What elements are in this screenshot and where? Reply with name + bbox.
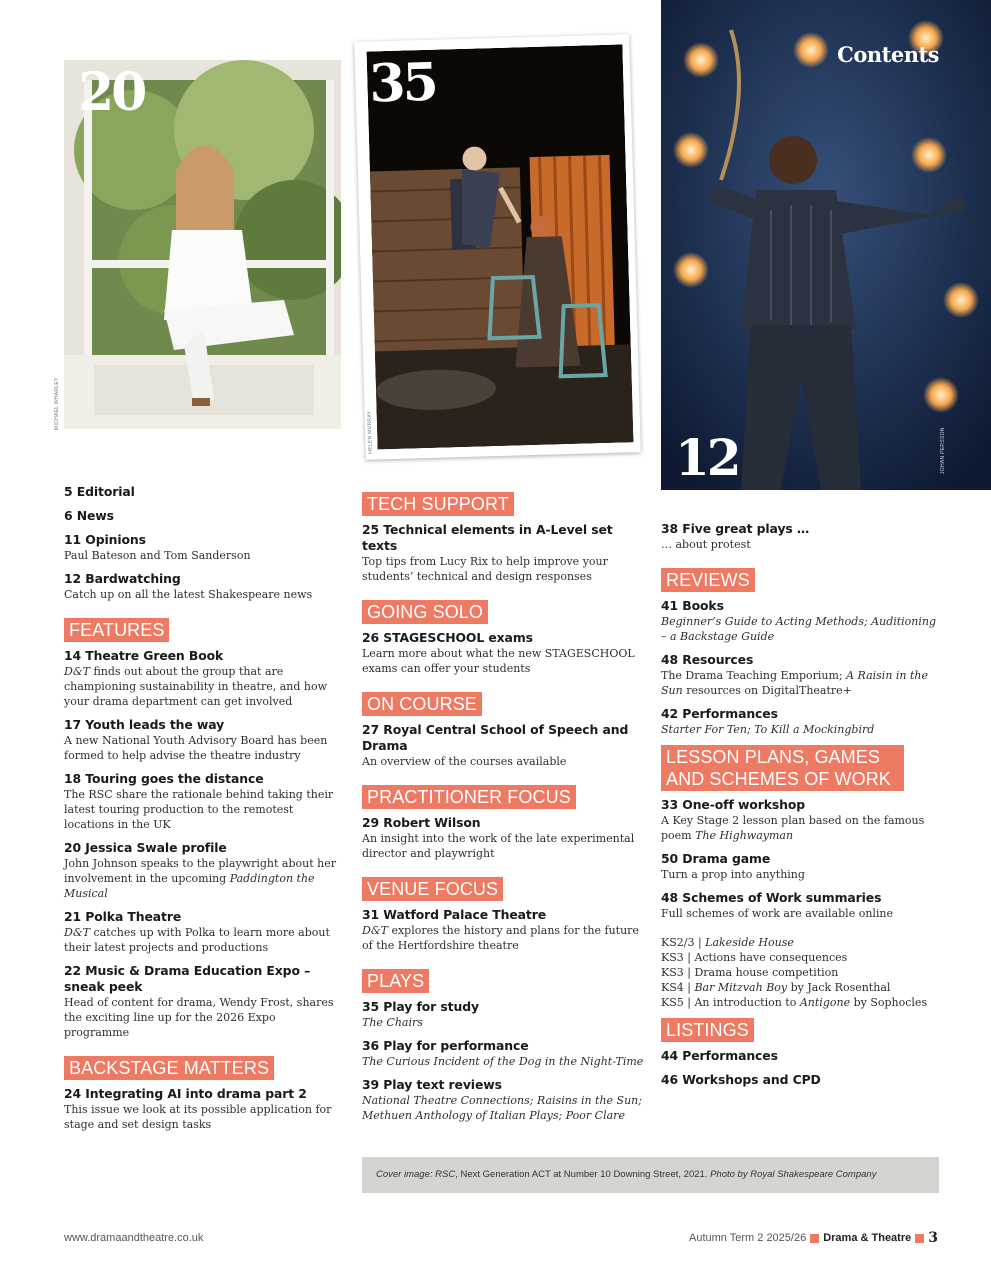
ks-item-title: Antigone [799, 996, 851, 1009]
contents-entry[interactable] [64, 508, 344, 524]
section-heading: ON COURSE [362, 692, 482, 716]
section-heading: PLAYS [362, 969, 429, 993]
section-heading: VENUE FOCUS [362, 877, 503, 901]
contents-entry[interactable] [362, 722, 645, 769]
section-heading: PRACTITIONER FOCUS [362, 785, 576, 809]
entry-title[interactable]: 6 News [64, 508, 114, 523]
photo-12-number: 12 [675, 428, 739, 487]
section-heading: TECH SUPPORT [362, 492, 514, 516]
entry-description [64, 995, 344, 1040]
cover-caption-photo: Photo by Royal Shakespeare Company [710, 1169, 877, 1180]
entry-title[interactable]: 25 Technical elements in A-Level set texts [362, 522, 613, 553]
photo-12-image [661, 0, 991, 490]
entry-description-em: D&T [64, 926, 90, 939]
entry-description-em: The Highwayman [695, 829, 794, 842]
ks-item-pre: KS3 | Drama house competition [661, 966, 839, 979]
section-heading: REVIEWS [661, 568, 755, 592]
entry-title[interactable]: 17 Youth leads the way [64, 717, 225, 732]
page-number: 3 [928, 1230, 938, 1246]
contents-entry[interactable] [362, 522, 645, 584]
entry-description-text: Full schemes of work are available online [661, 907, 894, 920]
entry-description-text: Top tips from Lucy Rix to help improve your students’ technical and design responses [362, 555, 608, 583]
photo-20-credit: MICHAEL WHARLEY [54, 377, 60, 430]
entry-description [661, 906, 941, 921]
contents-entry[interactable] [362, 999, 645, 1030]
entry-title[interactable]: 42 Performances [661, 706, 778, 721]
entry-description-text: John Johnson speaks to the playwright about her involvement in the upcoming [64, 857, 337, 885]
contents-entry[interactable] [362, 630, 645, 676]
contents-entry[interactable] [661, 1048, 941, 1064]
entry-description-tail: resources on DigitalTheatre+ [682, 684, 852, 697]
ks-item [661, 965, 941, 980]
contents-entry[interactable] [64, 963, 344, 1040]
entry-title[interactable]: 46 Workshops and CPD [661, 1072, 821, 1087]
contents-entry[interactable] [64, 771, 344, 832]
section-heading: LESSON PLANS, GAMES AND SCHEMES OF WORK [661, 745, 904, 791]
contents-entry[interactable] [64, 909, 344, 955]
ks-item [661, 950, 941, 965]
ks-item-post: by Jack Rosenthal [787, 981, 891, 994]
footer-square-icon [810, 1234, 819, 1243]
entry-description [661, 614, 941, 644]
ks-item-pre: KS4 | [661, 981, 695, 994]
photo-35-frame [354, 34, 641, 460]
entry-description-text: The Drama Teaching Emporium; [661, 669, 847, 682]
entry-title[interactable]: 36 Play for performance [362, 1038, 529, 1053]
entry-description-em: Paddington the Musical [64, 872, 315, 900]
entry-description [362, 1015, 645, 1030]
entry-description-text: A new National Youth Advisory Board has been formed to help advise the theatre industry [64, 734, 328, 762]
entry-title[interactable]: 50 Drama game [661, 851, 771, 866]
contents-entry[interactable] [661, 890, 941, 921]
entry-description [64, 548, 344, 563]
entry-title[interactable]: 31 Watford Palace Theatre [362, 907, 547, 922]
entry-title[interactable]: 33 One-off workshop [661, 797, 806, 812]
entry-description [362, 923, 645, 953]
entry-description-text: Learn more about what the new STAGESCHOOL exams can offer your students [362, 647, 635, 675]
contents-entry[interactable] [661, 521, 941, 552]
contents-entry[interactable] [64, 717, 344, 763]
footer-url[interactable]: www.dramaandtheatre.co.uk [64, 1232, 204, 1244]
contents-entry[interactable] [64, 840, 344, 901]
entry-description [64, 787, 344, 832]
entry-description [362, 1054, 645, 1069]
entry-description [362, 1093, 645, 1123]
entry-description-text: catches up with Polka to learn more about their latest projects and productions [64, 926, 330, 954]
photo-bardwatching [661, 0, 991, 490]
entry-title[interactable]: 24 Integrating AI into drama part 2 [64, 1086, 307, 1101]
entry-description-text: An overview of the courses available [362, 755, 567, 768]
entry-description [661, 867, 941, 882]
entry-description [661, 668, 941, 698]
entry-title[interactable]: 48 Resources [661, 652, 754, 667]
entry-title[interactable]: 48 Schemes of Work summaries [661, 890, 882, 905]
contents-entry[interactable] [362, 1077, 645, 1123]
entry-description-text: Turn a prop into anything [661, 868, 805, 881]
entry-description [362, 554, 645, 584]
ks-item-post: by Sophocles [850, 996, 928, 1009]
ks-item-pre: KS5 | An introduction to [661, 996, 800, 1009]
entry-title[interactable]: 21 Polka Theatre [64, 909, 182, 924]
ks-item [661, 995, 941, 1010]
entry-title[interactable]: 11 Opinions [64, 532, 146, 547]
photo-12-credit: JOHAN PERSSON [940, 427, 946, 474]
section-heading: GOING SOLO [362, 600, 488, 624]
ks-list [661, 935, 941, 1010]
footer-issue-info [689, 1230, 938, 1246]
ks-item-title: Bar Mitzvah Boy [694, 981, 788, 994]
contents-entry[interactable] [362, 1038, 645, 1069]
ks-item [661, 935, 941, 950]
entry-title[interactable]: 29 Robert Wilson [362, 815, 481, 830]
footer-square-icon [915, 1234, 924, 1243]
entry-description-em: D&T [362, 924, 388, 937]
entry-description-italic: Starter For Ten; To Kill a Mockingbird [661, 723, 875, 736]
contents-entry[interactable] [661, 797, 941, 843]
entry-title[interactable]: 18 Touring goes the distance [64, 771, 264, 786]
contents-column-2 [362, 484, 645, 1131]
contents-entry[interactable] [64, 532, 344, 563]
entry-description-text: The RSC share the rationale behind taking their latest touring production to the remotest locations in the UK [64, 788, 334, 831]
contents-entry[interactable] [661, 652, 941, 698]
entry-description-text: Paul Bateson and Tom Sanderson [64, 549, 251, 562]
entry-description [64, 664, 344, 709]
entry-description [661, 813, 941, 843]
entry-title[interactable]: 35 Play for study [362, 999, 479, 1014]
entry-description-text: finds out about the group that are championing sustainability in theatre, and how your drama department can get involved [64, 665, 328, 708]
contents-entry[interactable] [661, 851, 941, 882]
entry-description-italic: Beginner’s Guide to Acting Methods; Auditioning – a Backstage Guide [661, 615, 937, 643]
entry-description [362, 646, 645, 676]
entry-description [64, 1102, 344, 1132]
entry-description-italic: National Theatre Connections; Raisins in the Sun; Methuen Anthology of Italian Plays; Poor Clare [362, 1094, 642, 1122]
entry-description [362, 754, 645, 769]
section-heading: BACKSTAGE MATTERS [64, 1056, 274, 1080]
entry-title[interactable]: 39 Play text reviews [362, 1077, 502, 1092]
contents-entry[interactable] [362, 815, 645, 861]
photo-35-credit: HELEN MURRAY [366, 410, 374, 454]
entry-description-italic: The Chairs [362, 1016, 423, 1029]
contents-entry[interactable] [64, 648, 344, 709]
contents-entry[interactable] [661, 1072, 941, 1088]
entry-description-text: explores the history and plans for the future of the Hertfordshire theatre [362, 924, 639, 952]
entry-description-em: D&T [64, 665, 90, 678]
contents-entry[interactable] [661, 598, 941, 644]
contents-entry[interactable] [661, 706, 941, 737]
ks-item-pre: KS2/3 | [661, 936, 706, 949]
entry-title[interactable]: 27 Royal Central School of Speech and Drama [362, 722, 629, 753]
cover-caption [362, 1157, 939, 1193]
entry-title[interactable]: 5 Editorial [64, 484, 135, 499]
entry-description [64, 925, 344, 955]
entry-description-text: An insight into the work of the late experimental director and playwright [362, 832, 635, 860]
entry-description [64, 856, 344, 901]
cover-caption-middle: , Next Generation ACT at Number 10 Downing Street, 2021. [455, 1169, 711, 1180]
entry-title[interactable]: 14 Theatre Green Book [64, 648, 224, 663]
photo-20-number: 20 [78, 62, 145, 123]
contents-entry[interactable] [64, 571, 344, 602]
entry-description-text: This issue we look at its possible application for stage and set design tasks [64, 1103, 332, 1131]
footer-issue: Autumn Term 2 2025/26 [689, 1232, 807, 1244]
entry-description [362, 831, 645, 861]
entry-description-text: Catch up on all the latest Shakespeare news [64, 588, 313, 601]
entry-title[interactable]: 41 Books [661, 598, 724, 613]
contents-entry[interactable] [362, 907, 645, 953]
footer-magazine: Drama & Theatre [823, 1232, 912, 1244]
ks-item [661, 980, 941, 995]
entry-description-em: A Raisin in the Sun [661, 669, 929, 697]
entry-title[interactable]: 20 Jessica Swale profile [64, 840, 227, 855]
entry-description-text: A Key Stage 2 lesson plan based on the famous poem [661, 814, 925, 842]
entry-description-text: Head of content for drama, Wendy Frost, shares the exciting line up for the 2026 Expo programme [64, 996, 334, 1039]
section-heading: LISTINGS [661, 1018, 754, 1042]
entry-description-text: … about protest [661, 538, 751, 551]
entry-title[interactable]: 12 Bardwatching [64, 571, 181, 586]
contents-entry[interactable] [64, 484, 344, 500]
entry-title[interactable]: 22 Music & Drama Education Expo – sneak peek [64, 963, 311, 994]
entry-description [661, 537, 941, 552]
entry-title[interactable]: 26 STAGESCHOOL exams [362, 630, 533, 645]
contents-label: Contents [837, 42, 939, 67]
entry-title[interactable]: 38 Five great plays … [661, 521, 810, 536]
ks-item-title: Lakeside House [705, 936, 794, 949]
entry-title[interactable]: 44 Performances [661, 1048, 778, 1063]
entry-description [64, 733, 344, 763]
cover-caption-prefix: Cover image: RSC [376, 1169, 456, 1180]
entry-description [661, 722, 941, 737]
ks-item-pre: KS3 | Actions have consequences [661, 951, 848, 964]
contents-column-1 [64, 484, 344, 1140]
contents-entry[interactable] [64, 1086, 344, 1132]
entry-description-italic: The Curious Incident of the Dog in the Night-Time [362, 1055, 644, 1068]
entry-description [64, 587, 344, 602]
section-heading: FEATURES [64, 618, 169, 642]
contents-column-3 [661, 521, 941, 1096]
photo-35-number: 35 [368, 51, 437, 115]
